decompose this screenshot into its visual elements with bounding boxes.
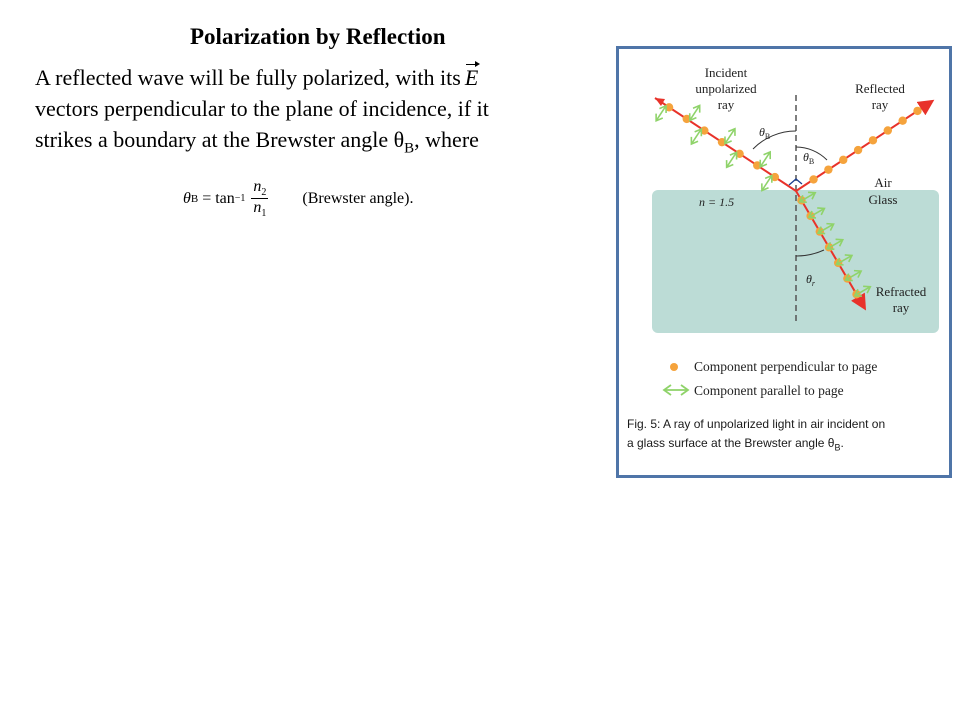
- perpendicular-component-dot: [839, 156, 847, 164]
- brewster-equation: θ B = tan −1 $\frac{n_2}{n_1}$ (Brewster angle).: [183, 178, 414, 220]
- right-angle-marker: [789, 179, 802, 185]
- index-ratio-fraction: $\frac{n_2}{n_1}$: [253, 178, 267, 220]
- intro-line-1: A reflected wave will be fully polarized, with its E: [35, 62, 595, 93]
- incident-ray-label-1: Incident: [704, 65, 748, 80]
- brewster-angle-label: (Brewster angle).: [302, 189, 414, 207]
- perpendicular-component-dot: [854, 146, 862, 154]
- incident-ray-polarization-marks: [653, 103, 779, 193]
- intro-paragraph: [35, 62, 595, 164]
- perpendicular-component-dot: [898, 116, 906, 124]
- air-label: Air: [874, 175, 892, 190]
- refracted-ray-label-2: ray: [892, 300, 910, 315]
- perpendicular-component-dot: [913, 107, 921, 115]
- vector-e-symbol: E: [465, 62, 478, 93]
- caption-line-2: a glass surface at the Brewster angle $\theta_B$.: [627, 436, 844, 453]
- figure-caption: [627, 415, 953, 457]
- intro-line-3: strikes a boundary at the Brewster angle $\theta_B$, where: [35, 127, 479, 157]
- reflected-ray-label-1: Reflected: [855, 81, 905, 96]
- perpendicular-component-dot: [884, 126, 892, 134]
- incident-ray-label-2: unpolarized: [695, 81, 757, 96]
- theta-b-reflected-label: $\theta_B$: [803, 150, 815, 166]
- index-label: n = 1.5: [699, 195, 735, 209]
- perpendicular-component-dot: [809, 175, 817, 183]
- legend-perpendicular-label: Component perpendicular to page: [694, 359, 878, 374]
- legend-dot-marker: [670, 363, 678, 371]
- refracted-ray-label-1: Refracted: [875, 284, 927, 299]
- perpendicular-component-dot: [869, 136, 877, 144]
- intro-line-2: vectors perpendicular to the plane of incidence, if it: [35, 96, 489, 121]
- figure-panel: [616, 46, 952, 478]
- theta-b-incident-label: $\theta_B$: [759, 125, 771, 141]
- legend-double-arrow-marker: [664, 385, 688, 395]
- slide-title: Polarization by Reflection: [190, 24, 446, 49]
- reflected-ray-label-2: ray: [871, 97, 889, 112]
- incident-ray-label-3: ray: [717, 97, 735, 112]
- glass-label: Glass: [868, 192, 898, 207]
- perpendicular-component-dot: [824, 165, 832, 173]
- theta-r-label: $\theta_r$: [806, 272, 816, 288]
- brewster-diagram: [619, 49, 949, 475]
- legend-parallel-label: Component parallel to page: [694, 383, 844, 398]
- caption-line-1: Fig. 5: A ray of unpolarized light in air incident on: [627, 417, 886, 431]
